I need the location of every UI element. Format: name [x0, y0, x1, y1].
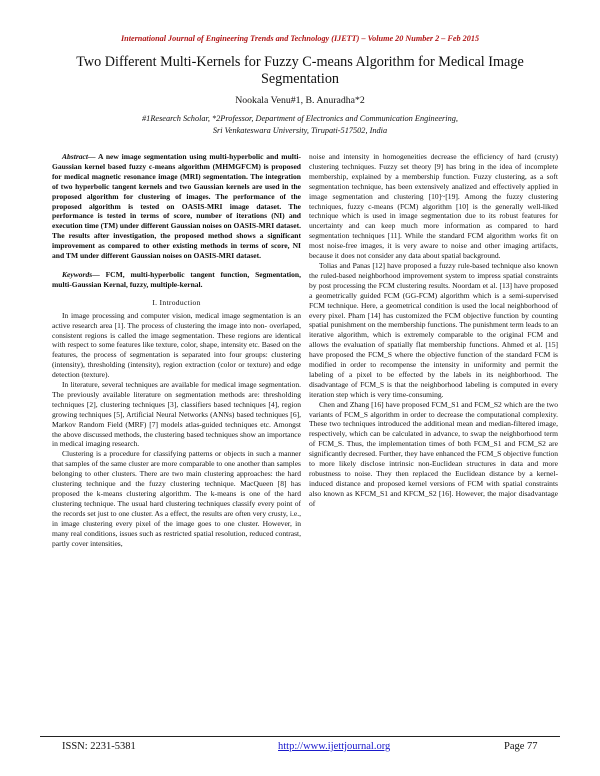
paragraph: Clustering is a procedure for classifying patterns or objects in such a manner that samples of the same cluster are more comparable to one another than samples belonging to other clusters. There are two main clustering approaches: the hard clustering technique and the fuzzy clustering technique. MacQueen [8] has proposed the k-means clustering algorithm. The k-means is one of the hard clustering technique. The usual hard clustering techniques classify every point of the records set just to one cluster. As a effect, the results are often very crusty, i.e., in image clustering every pixel of the image goes to one cluster. However, in many real conditions, issues such as restricted spatial resolution, reduced contrast, partly cover intensities,: [52, 449, 301, 548]
footer-page-number: Page 77: [504, 741, 538, 752]
paragraph: In image processing and computer vision, medical image segmentation is an active research area [1]. The process of clustering the image into non- overlaped, consistent regions is called the image segmentation. These regions are identical with respect to some features like texture, color, shape, intensity etc. Based on the features, the process of segmentation is separated into four groups: clustering (intensity), thresholding (intensity), region extraction (color or texture) and edge detection (texture).: [52, 310, 301, 380]
abstract: [52, 152, 301, 261]
abstract-text: A new image segmentation using multi-hyperbolic and multi-Gaussian kernel based fuzzy c-means algorithm (MHMGFCM) is proposed for medical magnetic resonance image (MRI) segmentation. The integration of two hyperbolic tangent kernels and two Gaussian kernels are used in the proposed algorithm for clustering of images. The performance of the proposed algorithm is tested on OASIS-MRI image dataset. The performance is tested in terms of score, number of iterations (NI) and execution time (TM) under different Gaussian noises on OASIS-MRI dataset. The results after investigation, the proposed method shows a significant improvement as compared to other existing methods in terms of score, NI and TM under different Gaussian noises on OASIS-MRI dataset.: [52, 152, 301, 261]
journal-header: International Journal of Engineering Trends and Technology (IJETT) – Volume 20 Number 2 – Feb 2015: [120, 34, 480, 43]
authors: Nookala Venu#1, B. Anuradha*2: [235, 95, 365, 106]
keywords-label: Keywords—: [62, 269, 100, 279]
paragraph: Tolias and Panas [12] have proposed a fuzzy rule-based technique also known the ruled-based neighborhood improvement system to impress spatial constraints by post processing the FCM clustering results. Noordam et al. [13] have proposed a geometrically guided FCM (GG-FCM) algorithm which is a semi-supervised FCM technique. Here, a geometrical condition is used the local neighborhood of every pixel. Pham [14] has customized the FCM objective function by counting spatial punishment on the membership functions. The punishment term leads to an iterative algorithm, which is extremely comparable to the original FCM and allows the evaluation of spatially flat membership functions. Ahmed et al. [15] have proposed the FCM_S where the objective function of the standard FCM is modified in order to recompense the intensity in uniformity and permit the labeling of a pixel to be effected by the labels in its neighborhood. The disadvantage of FCM_S is that the neighborhood labeling is computed in every iteration step which is very time-consuming.: [309, 260, 558, 399]
footer-issn: ISSN: 2231-5381: [62, 741, 136, 752]
keywords: [52, 270, 301, 290]
footer-divider: [40, 736, 560, 737]
affiliation: [40, 113, 560, 137]
paragraph: In literature, several techniques are available for medical image segmentation. The previously available literature on segmentation methods are: thresholding techniques [2], clustering techniques [3], classifiers based techniques [4], region growing techniques [5], Artificial Neural Networks (ANNs) based techniques [6], Markov Random Field (MRF) [7] models atlas-guided techniques etc. Amongst the above discussed methods, the clustering based techniques show an importance in medical imaging research.: [52, 380, 301, 449]
right-column: [309, 152, 558, 509]
paragraph: Chen and Zhang [16] have proposed FCM_S1 and FCM_S2 which are the two variants of FCM_S algorithm in order to decrease the computational complexity. These two techniques introduced the additional mean and median-filtered image, respectively, which can be calculated in advance, to swap the neighborhood term of FCM_S. Thus, the implementation times of both FCM_S1 and FCM_S2 are significantly decresed. Further, they have enhanced the FCM_S objective function to more likely disclose intrinsic non-Euclidean structures in data and more robustness to noise. They then replaced the Euclidean distance by a kernel-induced distance and proposed kernel versions of FCM with spatial constraints also known as KFCM_S1 and KFCM_S2 [16]. However, the major disadvantage of: [309, 399, 558, 508]
affiliation-line-1: #1Research Scholar, *2Professor, Department of Electronics and Communication Engineering,: [142, 114, 458, 123]
footer-journal-link[interactable]: http://www.ijettjournal.org: [278, 741, 391, 752]
keywords-text: FCM, multi-hyperbolic tangent function, Segmentation, multi-Gaussian Kernal, fuzzy, multiple-kernal.: [52, 269, 301, 289]
left-column: [52, 152, 301, 548]
abstract-label: Abstract—: [62, 152, 96, 161]
paper-title: Two Different Multi-Kernels for Fuzzy C-means Algorithm for Medical Image Segmentation: [76, 54, 524, 87]
affiliation-line-2: Sri Venkateswara University, Tirupati-517502, India: [212, 126, 388, 135]
section-heading-introduction: I. Introduction: [152, 297, 201, 307]
paragraph: noise and intensity in homogeneities decrease the efficiency of hard (crusty) clustering techniques. Fuzzy set theory [9] has bring in the idea of incomplete membership, explained by a membership function. Fuzzy clustering, as a soft segmentation technique, has been extensively analized and effectively applied in image segmentation and clustering [10]~[19]. Among the fuzzy clustering techniques, fuzzy c-means (FCM) algorithm [10] is the generally well-liked technique which is used in image segmentation due to its robust features for uncertainty and can keep much more information as compared to hard segmentation techniques [11]. While the standard FCM algorithm works fit on most noise-free images, it is very aware to noise and other imaging artifacts, because it does not consider any data about spatial background.: [309, 152, 558, 261]
